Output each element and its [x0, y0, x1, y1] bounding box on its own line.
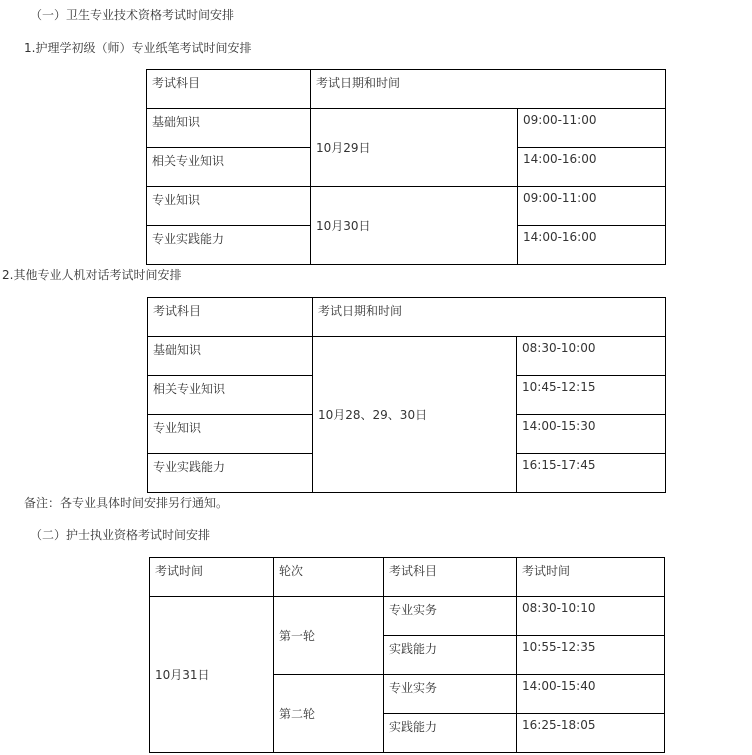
subject-cell: 专业实践能力 [148, 454, 313, 493]
table-header-row [150, 558, 665, 597]
table-row [150, 597, 665, 636]
time-cell: 08:30-10:10 [517, 597, 665, 636]
date-cell: 10月31日 [150, 597, 274, 753]
table-row [148, 337, 666, 376]
time-cell: 14:00-15:30 [517, 415, 666, 454]
header-date-time: 考试日期和时间 [313, 298, 666, 337]
time-cell: 08:30-10:00 [517, 337, 666, 376]
round-cell: 第一轮 [274, 597, 384, 675]
header-exam-date: 考试时间 [150, 558, 274, 597]
table-paper-exam [146, 69, 666, 265]
header-subject: 考试科目 [147, 70, 311, 109]
date-cell: 10月30日 [311, 187, 518, 265]
date-cell: 10月29日 [311, 109, 518, 187]
subject-cell: 专业实务 [384, 597, 517, 636]
time-cell: 14:00-15:40 [517, 675, 665, 714]
header-round: 轮次 [274, 558, 384, 597]
subject-cell: 基础知识 [148, 337, 313, 376]
round-cell: 第二轮 [274, 675, 384, 753]
table-header-row [148, 298, 666, 337]
subject-cell: 专业实践能力 [147, 226, 311, 265]
time-cell: 16:25-18:05 [517, 714, 665, 753]
time-cell: 14:00-16:00 [518, 226, 666, 265]
time-cell: 14:00-16:00 [518, 148, 666, 187]
subject-cell: 基础知识 [147, 109, 311, 148]
table-computer-exam [147, 297, 666, 493]
subject-cell: 相关专业知识 [147, 148, 311, 187]
header-subject: 考试科目 [384, 558, 517, 597]
subject-cell: 专业知识 [148, 415, 313, 454]
table-row [147, 187, 666, 226]
sub1-title: 1.护理学初级（师）专业纸笔考试时间安排 [24, 41, 252, 55]
section2-title: （二）护士执业资格考试时间安排 [30, 528, 211, 542]
table-header-row [147, 70, 666, 109]
time-cell: 10:45-12:15 [517, 376, 666, 415]
table-row [147, 109, 666, 148]
subject-cell: 实践能力 [384, 714, 517, 753]
table-nurse-exam [149, 557, 665, 753]
time-cell: 09:00-11:00 [518, 187, 666, 226]
header-exam-time: 考试时间 [517, 558, 665, 597]
time-cell: 16:15-17:45 [517, 454, 666, 493]
header-subject: 考试科目 [148, 298, 313, 337]
subject-cell: 专业实务 [384, 675, 517, 714]
sub2-title: 2.其他专业人机对话考试时间安排 [2, 268, 182, 282]
subject-cell: 相关专业知识 [148, 376, 313, 415]
section1-title: （一）卫生专业技术资格考试时间安排 [30, 8, 235, 22]
subject-cell: 实践能力 [384, 636, 517, 675]
note-text: 备注：各专业具体时间安排另行通知。 [24, 496, 229, 510]
header-date-time: 考试日期和时间 [311, 70, 666, 109]
date-cell: 10月28、29、30日 [313, 337, 517, 493]
time-cell: 09:00-11:00 [518, 109, 666, 148]
subject-cell: 专业知识 [147, 187, 311, 226]
time-cell: 10:55-12:35 [517, 636, 665, 675]
